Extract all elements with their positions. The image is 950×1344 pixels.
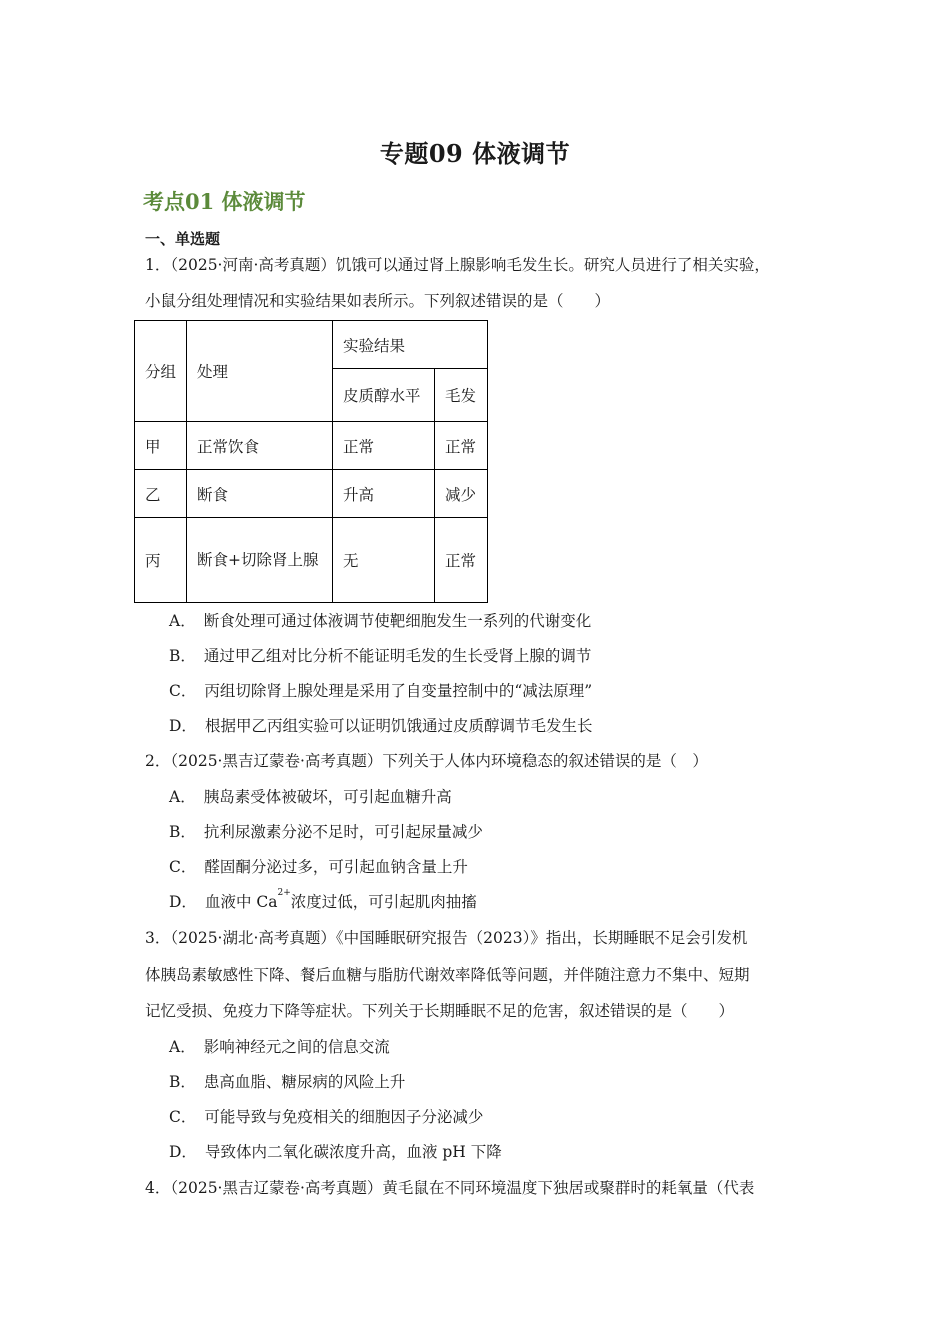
- table-cell-group: 乙: [135, 470, 187, 518]
- table-cell-group: 甲: [135, 422, 187, 470]
- option-label: A．: [169, 788, 196, 806]
- option-text-post: 浓度过低，可引起肌肉抽搐: [290, 893, 477, 911]
- option-text: 通过甲乙组对比分析不能证明毛发的生长受肾上腺的调节: [203, 647, 592, 665]
- q4-stem-line1: 4．（2025·黑吉辽蒙卷·高考真题）黄毛鼠在不同环境温度下独居或聚群时的耗氧量（代表: [145, 1179, 755, 1197]
- section-heading: 考点01 体液调节: [143, 189, 306, 214]
- q1-option-c[interactable]: [169, 679, 592, 701]
- table-cell-hair: 正常: [435, 518, 488, 603]
- q3-option-b[interactable]: [169, 1070, 405, 1092]
- option-label: B．: [169, 1073, 196, 1091]
- table-cell-group: 丙: [135, 518, 187, 603]
- option-label: D．: [169, 1143, 197, 1161]
- option-text: 可能导致与免疫相关的细胞因子分泌减少: [204, 1108, 484, 1126]
- q2-stem-line1: 2．（2025·黑吉辽蒙卷·高考真题）下列关于人体内环境稳态的叙述错误的是（ ）: [145, 752, 708, 770]
- table-cell-cortisol: 无: [333, 518, 435, 603]
- option-text: 断食处理可通过体液调节使靶细胞发生一系列的代谢变化: [203, 612, 592, 630]
- table-cell-treatment: [187, 518, 333, 603]
- table-cell-cortisol: 正常: [333, 422, 435, 470]
- q3-stem-line1: 3．（2025·湖北·高考真题）《中国睡眠研究报告（2023）》指出，长期睡眠不足会引发机: [145, 929, 748, 947]
- option-text: 胰岛素受体被破坏，可引起血糖升高: [203, 788, 452, 806]
- q1-option-b[interactable]: [169, 644, 591, 666]
- option-text: 醛固酮分泌过多，可引起血钠含量上升: [204, 858, 468, 876]
- document-title: 专题09 体液调节: [379, 139, 571, 168]
- q2-option-b[interactable]: [169, 820, 483, 842]
- option-text: 根据甲乙丙组实验可以证明饥饿通过皮质醇调节毛发生长: [204, 717, 593, 735]
- option-label: D．: [169, 893, 197, 911]
- q3-option-a[interactable]: [169, 1035, 390, 1057]
- table-row: [135, 518, 488, 603]
- option-label: B．: [169, 647, 196, 665]
- option-label: B．: [169, 823, 196, 841]
- q1-option-a[interactable]: [169, 609, 591, 631]
- q3-option-c[interactable]: [169, 1105, 483, 1127]
- table-header-treatment: 处理: [187, 321, 333, 422]
- q3-stem-line3: 记忆受损、免疫力下降等症状。下列关于长期睡眠不足的危害，叙述错误的是（ ）: [145, 1002, 735, 1020]
- option-text: 影响神经元之间的信息交流: [203, 1038, 390, 1056]
- table-header-hair: 毛发: [435, 369, 488, 422]
- table-row: [135, 470, 488, 518]
- question-type-heading: 一、单选题: [145, 230, 221, 248]
- table-header-group: 分组: [135, 321, 187, 422]
- option-text: 丙组切除肾上腺处理是采用了自变量控制中的“减法原理”: [204, 682, 593, 700]
- table-cell-cortisol: 升高: [333, 470, 435, 518]
- option-label: C．: [169, 1108, 197, 1126]
- table-cell-hair: 减少: [435, 470, 488, 518]
- q1-stem-line2: 小鼠分组处理情况和实验结果如表所示。下列叙述错误的是（ ）: [145, 292, 611, 310]
- table-header-cortisol: 皮质醇水平: [333, 369, 435, 422]
- q2-option-a[interactable]: [169, 785, 452, 807]
- q1-option-d[interactable]: [169, 714, 592, 736]
- option-text-pre: 血液中 Ca: [204, 893, 278, 911]
- option-text: 抗利尿激素分泌不足时，可引起尿量减少: [203, 823, 483, 841]
- q1-stem-line1: 1．（2025·河南·高考真题）饥饿可以通过肾上腺影响毛发生长。研究人员进行了相关实验，: [145, 256, 770, 274]
- q1-data-table: [134, 320, 488, 603]
- table-row: [135, 422, 488, 470]
- q3-option-d[interactable]: [169, 1140, 502, 1162]
- q3-stem-line2: 体胰岛素敏感性下降、餐后血糖与脂肪代谢效率降低等问题，并伴随注意力不集中、短期: [145, 966, 750, 984]
- table-header-result: 实验结果: [333, 321, 488, 369]
- q2-option-c[interactable]: [169, 855, 468, 877]
- option-label: D．: [169, 717, 197, 735]
- table-cell-hair: 正常: [435, 422, 488, 470]
- option-text: 导致体内二氧化碳浓度升高，血液 pH 下降: [204, 1143, 502, 1161]
- table-cell-treatment: 正常饮食: [187, 422, 333, 470]
- table-cell-treatment: 断食: [187, 470, 333, 518]
- q2-option-d[interactable]: [169, 890, 477, 912]
- option-label: A．: [169, 1038, 196, 1056]
- table-cell-treatment-text: 断食+切除肾上腺: [197, 551, 319, 569]
- superscript-charge: 2+: [277, 888, 291, 898]
- option-label: C．: [169, 858, 197, 876]
- option-label: C．: [169, 682, 197, 700]
- option-label: A．: [169, 612, 196, 630]
- option-text: 患高血脂、糖尿病的风险上升: [203, 1073, 406, 1091]
